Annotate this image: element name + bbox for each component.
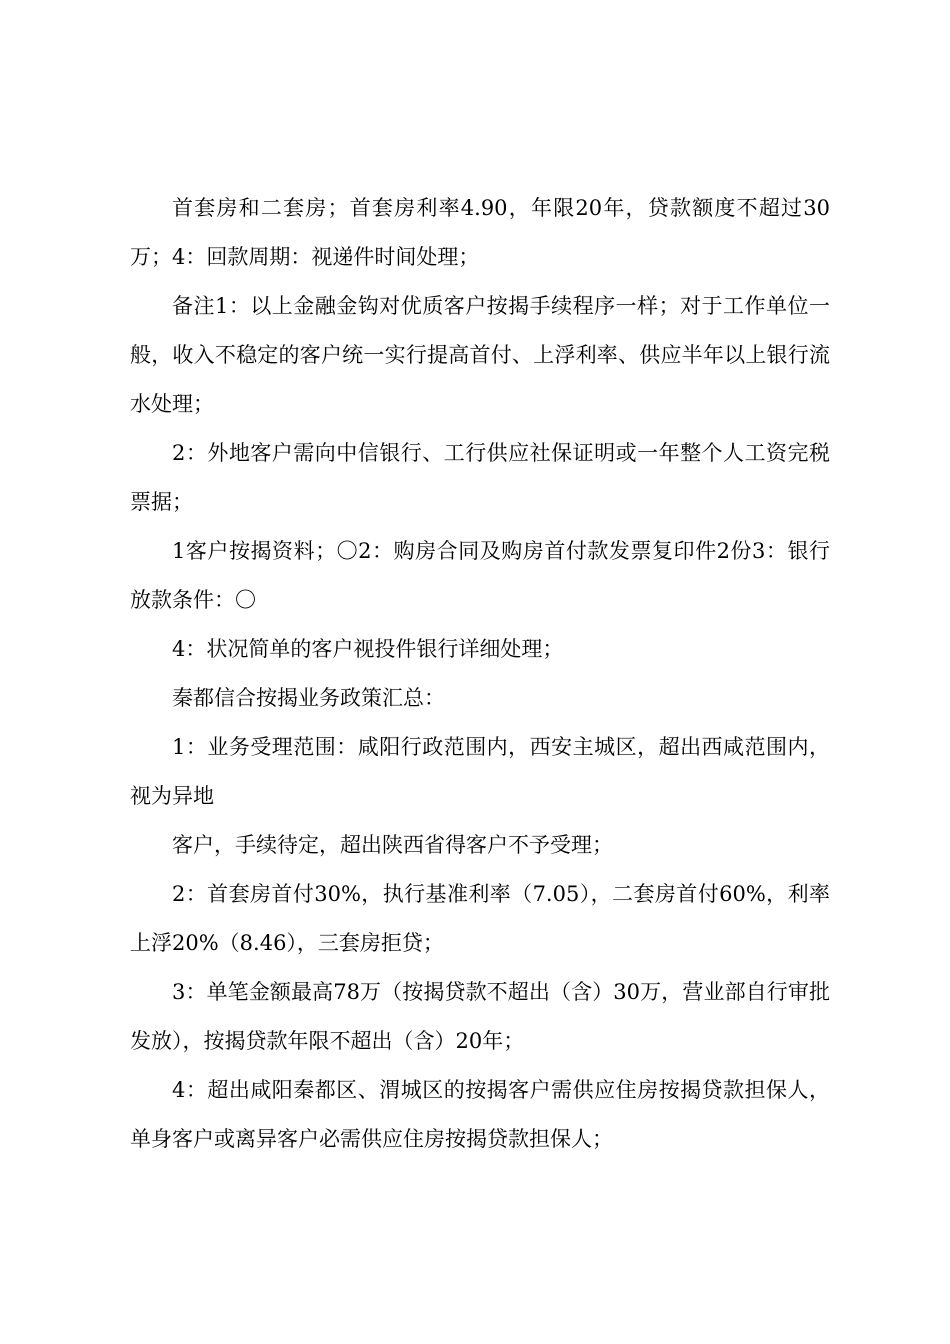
paragraph-mortgage-terms: 首套房和二套房；首套房利率4.90，年限20年，贷款额度不超过30万；4：回款周期：视递件时间处理； [130,196,830,269]
paragraph-note-1: 备注1：以上金融金钩对优质客户按揭手续程序一样；对于工作单位一般，收入不稳定的客户统一实行提高首付、上浮利率、供应半年以上银行流水处理； [130,294,830,416]
paragraph-loan-amount: 3：单笔金额最高78万（按揭贷款不超出（含）30万，营业部自行审批发放），按揭贷款年限不超出（含）20年； [130,980,830,1053]
paragraph-business-scope: 1：业务受理范围：咸阳行政范围内，西安主城区，超出西咸范围内，视为异地 [130,735,830,808]
paragraph-scope-continued: 客户，手续待定，超出陕西省得客户不予受理； [172,833,613,857]
document-page [130,184,830,1164]
paragraph-guarantor: 4：超出咸阳秦都区、渭城区的按揭客户需供应住房按揭贷款担保人，单身客户或离异客户必需供应住房按揭贷款担保人； [130,1078,830,1151]
paragraph-client-materials: 1客户按揭资料；〇2：购房合同及购房首付款发票复印件2份3：银行放款条件：〇 [130,539,830,612]
paragraph-complex-cases: 4：状况简单的客户视投件银行详细处理； [172,637,564,661]
paragraph-policy-heading: 秦都信合按揭业务政策汇总： [172,686,445,710]
paragraph-note-2: 2：外地客户需向中信银行、工行供应社保证明或一年整个人工资完税票据； [130,441,830,514]
paragraph-down-payment: 2：首套房首付30%，执行基准利率（7.05），二套房首付60%，利率上浮20%（8.46），三套房拒贷； [130,882,830,955]
